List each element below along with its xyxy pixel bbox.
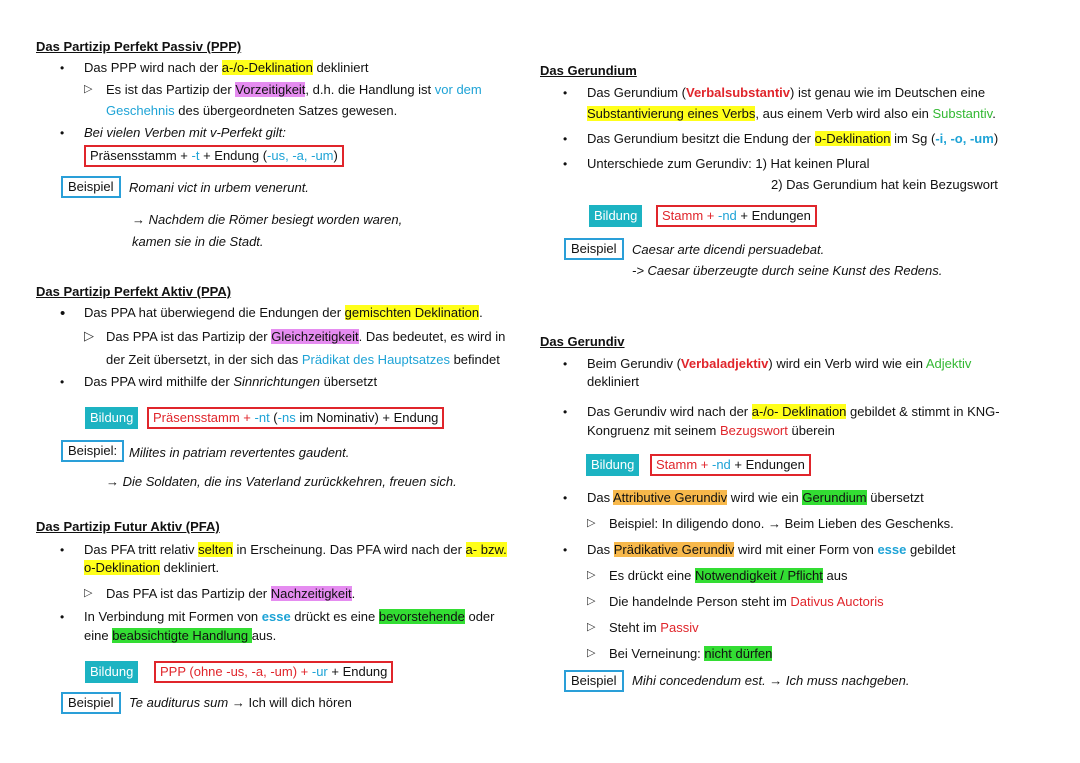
gerundiv-beispiel-text: Mihi concedendum est. → Ich muss nachgeben. (632, 673, 910, 688)
gerundiv-bildung-label: Bildung (586, 454, 639, 476)
ppp-translation-2: kamen sie in die Stadt. (132, 234, 264, 249)
bullet: • (563, 543, 568, 557)
ppa-line-2: Das PPA ist das Partizip der Gleichzeitigkeit. Das bedeutet, es wird in (106, 329, 506, 344)
gerundiv-line-4: Kongruenz mit seinem Bezugswort überein (587, 423, 835, 438)
bullet: • (563, 157, 568, 171)
ppa-translation: → Die Soldaten, die ins Vaterland zurückkehren, freuen sich. (106, 474, 457, 489)
pfa-line-5: eine beabsichtigte Handlung aus. (84, 628, 277, 643)
bullet: • (563, 86, 568, 100)
ppp-line-1: Das PPP wird nach der a-/o-Deklination dekliniert (84, 60, 369, 75)
triangle-bullet: ▷ (587, 517, 596, 529)
gerundium-line-4: Unterschiede zum Gerundiv: 1) Hat keinen Plural (587, 156, 870, 171)
pfa-line-4: In Verbindung mit Formen von esse drückt es eine bevorstehende oder (84, 609, 495, 624)
gerundiv-line-1: Beim Gerundiv (Verbaladjektiv) wird ein Verb wird wie ein Adjektiv (587, 356, 972, 371)
ppp-translation-1: → Nachdem die Römer besiegt worden waren, (132, 212, 403, 227)
gerundiv-line-7: Das Prädikative Gerundiv wird mit einer Form von esse gebildet (587, 542, 956, 557)
triangle-bullet: ▷ (587, 647, 596, 659)
ppa-bildung-label: Bildung (85, 407, 138, 429)
bullet: • (563, 357, 568, 371)
triangle-bullet: ▷ (587, 595, 596, 607)
pfa-heading: Das Partizip Futur Aktiv (PFA) (36, 519, 220, 534)
gerundiv-line-10: Steht im Passiv (609, 620, 699, 635)
gerundium-heading: Das Gerundium (540, 63, 637, 78)
pfa-line-1: Das PFA tritt relativ selten in Erscheinung. Das PFA wird nach der a- bzw. (84, 542, 507, 557)
gerundiv-line-9: Die handelnde Person steht im Dativus Auctoris (609, 594, 884, 609)
gerundium-bildung-label: Bildung (589, 205, 642, 227)
gerundiv-line-6: Beispiel: In diligendo dono. → Beim Lieben des Geschenks. (609, 516, 954, 531)
gerundium-translation: -> Caesar überzeugte durch seine Kunst des Redens. (632, 263, 943, 278)
gerundiv-line-2: dekliniert (587, 374, 640, 389)
triangle-bullet: ▷ (84, 587, 93, 599)
gerundium-beispiel-box: Beispiel (564, 238, 624, 260)
bullet: • (60, 610, 65, 624)
pfa-formula-box: PPP (ohne -us, -a, -um) + -ur + Endung (154, 661, 393, 683)
gerundiv-formula-box: Stamm + -nd + Endungen (650, 454, 811, 476)
ppa-line-3: der Zeit übersetzt, in der sich das Prädikat des Hauptsatzes befindet (106, 352, 500, 367)
bullet: • (60, 61, 65, 75)
ppa-line-4: Das PPA wird mithilfe der Sinnrichtungen übersetzt (84, 374, 378, 389)
ppp-beispiel-box: Beispiel (61, 176, 121, 198)
pfa-beispiel-text: Te auditurus sum → Ich will dich hören (129, 695, 352, 710)
pfa-line-3: Das PFA ist das Partizip der Nachzeitigkeit. (106, 586, 356, 601)
gerundium-line-2: Substantivierung eines Verbs, aus einem Verb wird also ein Substantiv. (587, 106, 996, 121)
gerundiv-line-3: Das Gerundiv wird nach der a-/o- Deklination gebildet & stimmt in KNG- (587, 404, 1000, 419)
ppa-beispiel-text: Milites in patriam revertentes gaudent. (129, 445, 350, 460)
bullet: • (60, 375, 65, 389)
ppp-heading: Das Partizip Perfekt Passiv (PPP) (36, 39, 242, 54)
pfa-line-2: o-Deklination dekliniert. (84, 560, 220, 575)
ppp-line-4: Bei vielen Verben mit v-Perfekt gilt: (84, 125, 286, 140)
bullet: • (563, 405, 568, 419)
gerundiv-line-8: Es drückt eine Notwendigkeit / Pflicht aus (609, 568, 848, 583)
triangle-bullet: ▷ (84, 328, 94, 343)
triangle-bullet: ▷ (587, 569, 596, 581)
triangle-bullet: ▷ (84, 83, 93, 95)
triangle-bullet: ▷ (587, 621, 596, 633)
ppa-heading: Das Partizip Perfekt Aktiv (PPA) (36, 284, 232, 299)
pfa-bildung-label: Bildung (85, 661, 138, 683)
bullet: • (563, 132, 568, 146)
ppa-beispiel-box: Beispiel: (61, 440, 124, 462)
bullet: • (60, 543, 65, 557)
ppp-line-3: Geschehnis des übergeordneten Satzes gewesen. (106, 103, 398, 118)
gerundiv-line-11: Bei Verneinung: nicht dürfen (609, 646, 773, 661)
ppa-line-1: Das PPA hat überwiegend die Endungen der gemischten Deklination. (84, 305, 483, 320)
gerundium-line-3: Das Gerundium besitzt die Endung der o-Deklination im Sg (-i, -o, -um) (587, 131, 999, 146)
gerundium-line-5: 2) Das Gerundium hat kein Bezugswort (771, 177, 998, 192)
ppp-beispiel-text: Romani vict in urbem venerunt. (129, 180, 309, 195)
ppa-formula-box: Präsensstamm + -nt (-ns im Nominativ) + Endung (147, 407, 444, 429)
pfa-beispiel-box: Beispiel (61, 692, 121, 714)
gerundiv-line-5: Das Attributive Gerundiv wird wie ein Gerundium übersetzt (587, 490, 924, 505)
gerundiv-heading: Das Gerundiv (540, 334, 625, 349)
bullet: • (60, 305, 66, 322)
gerundium-beispiel-text: Caesar arte dicendi persuadebat. (632, 242, 825, 257)
gerundium-formula-box: Stamm + -nd + Endungen (656, 205, 817, 227)
bullet: • (563, 491, 568, 505)
gerundiv-beispiel-box: Beispiel (564, 670, 624, 692)
bullet: • (60, 126, 65, 140)
ppp-formula-box: Präsensstamm + -t + Endung (-us, -a, -um) (84, 145, 344, 167)
gerundium-line-1: Das Gerundium (Verbalsubstantiv) ist genau wie im Deutschen eine (587, 85, 986, 100)
ppp-line-2: Es ist das Partizip der Vorzeitigkeit, d.h. die Handlung ist vor dem (106, 82, 482, 97)
